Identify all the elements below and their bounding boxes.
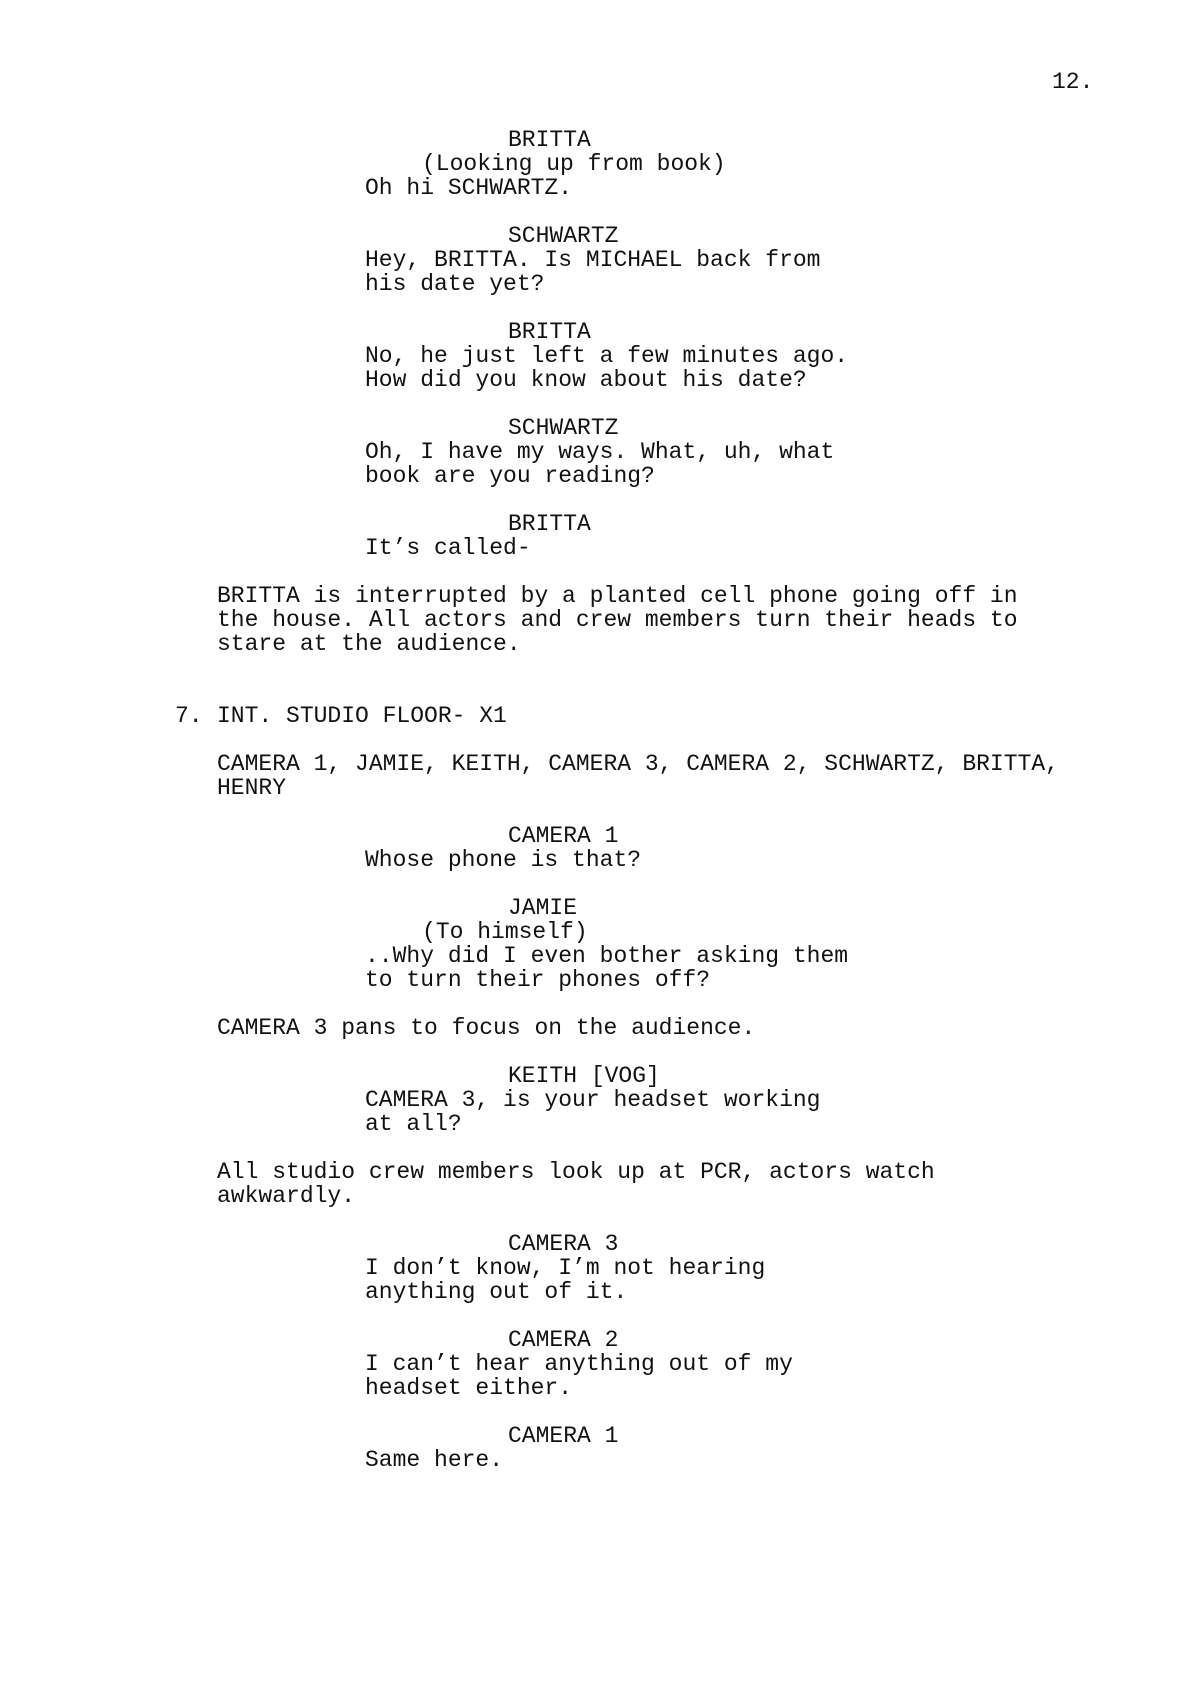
dialogue-line: ..Why did I even bother asking them (365, 943, 849, 969)
action-line: BRITTA is interrupted by a planted cell phone going off in (217, 583, 1018, 609)
character-name: BRITTA (508, 319, 591, 345)
character-name: BRITTA (508, 127, 591, 153)
dialogue-line: to turn their phones off? (365, 967, 711, 993)
character-name: JAMIE (508, 895, 578, 921)
dialogue-line: headset either. (365, 1375, 573, 1401)
action-line: CAMERA 1, JAMIE, KEITH, CAMERA 3, CAMERA 2, SCHWARTZ, BRITTA, (217, 751, 1059, 777)
character-name: SCHWARTZ (508, 223, 619, 249)
dialogue-line: It’s called- (365, 535, 531, 561)
character-name: KEITH [VOG] (508, 1063, 660, 1089)
action-line: CAMERA 3 pans to focus on the audience. (217, 1015, 756, 1041)
dialogue-line: book are you reading? (365, 463, 655, 489)
parenthetical: (To himself) (422, 919, 588, 945)
character-name: CAMERA 1 (508, 823, 619, 849)
action-line: the house. All actors and crew members turn their heads to (217, 607, 1018, 633)
character-name: CAMERA 3 (508, 1231, 619, 1257)
dialogue-line: his date yet? (365, 271, 545, 297)
dialogue-line: Whose phone is that? (365, 847, 642, 873)
dialogue-line: Hey, BRITTA. Is MICHAEL back from (365, 247, 821, 273)
dialogue-line: How did you know about his date? (365, 367, 807, 393)
dialogue-line: at all? (365, 1111, 462, 1137)
action-line: stare at the audience. (217, 631, 521, 657)
dialogue-line: anything out of it. (365, 1279, 628, 1305)
dialogue-line: CAMERA 3, is your headset working (365, 1087, 821, 1113)
dialogue-line: I can’t hear anything out of my (365, 1351, 793, 1377)
character-name: SCHWARTZ (508, 415, 619, 441)
character-name: BRITTA (508, 511, 591, 537)
dialogue-line: Same here. (365, 1447, 504, 1473)
scene-number: 7. (175, 703, 203, 729)
dialogue-line: No, he just left a few minutes ago. (365, 343, 849, 369)
scene-heading: INT. STUDIO FLOOR- X1 (217, 703, 507, 729)
dialogue-line: I don’t know, I’m not hearing (365, 1255, 766, 1281)
action-line: All studio crew members look up at PCR, actors watch (217, 1159, 935, 1185)
character-name: CAMERA 1 (508, 1423, 619, 1449)
dialogue-line: Oh, I have my ways. What, uh, what (365, 439, 835, 465)
character-name: CAMERA 2 (508, 1327, 619, 1353)
dialogue-line: Oh hi SCHWARTZ. (365, 175, 573, 201)
page-number: 12. (1052, 69, 1094, 95)
action-line: HENRY (217, 775, 287, 801)
parenthetical: (Looking up from book) (422, 151, 726, 177)
action-line: awkwardly. (217, 1183, 356, 1209)
